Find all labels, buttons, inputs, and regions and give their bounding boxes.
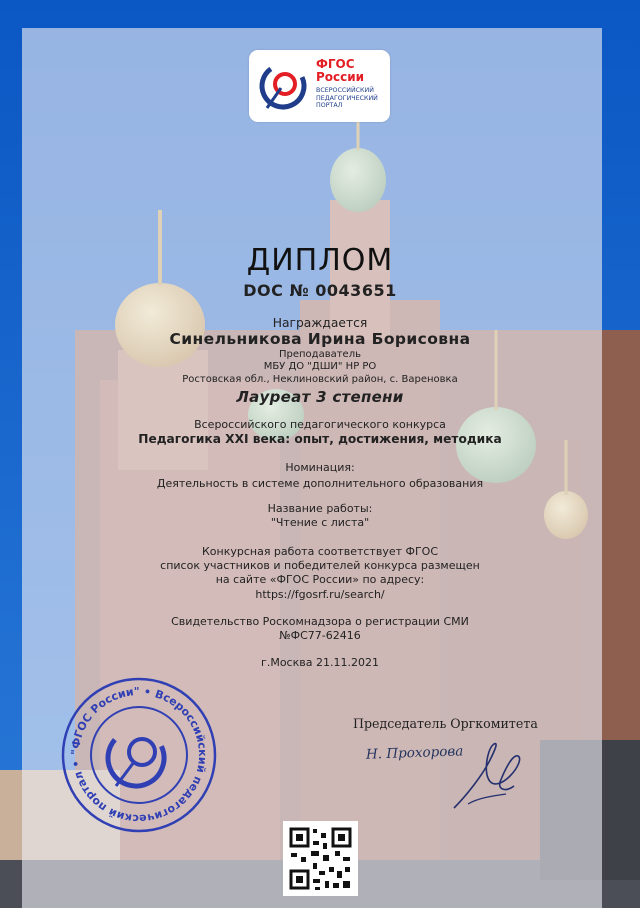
logo-subtitle-line3: ПОРТАЛ [316,102,343,109]
contest-name: Педагогика XXI века: опыт, достижения, методика [138,432,502,446]
registration-line-2: №ФС77-62416 [279,629,361,642]
logo-subtitle-line1: ВСЕРОССИЙСКИЙ [316,87,374,94]
stamp-ring-text: "ФГОС России" • Всероссийский педагогический портал • [68,684,210,826]
work-title-value: "Чтение с листа" [270,516,370,529]
work-title-label: Название работы: [267,502,373,515]
awarded-label: Награждается [272,316,368,330]
fgos-emblem-icon [257,58,313,114]
signature-title: Председатель Оргкомитета [353,716,538,731]
nomination-value: Деятельность в системе дополнительного образования [156,477,484,490]
compliance-line-3: на сайте «ФГОС России» по адресу: [215,573,425,586]
svg-text:"ФГОС России" • Всероссийский [69,685,209,825]
place-and-date: г.Москва 21.11.2021 [261,656,379,669]
recipient-location: Ростовская обл., Неклиновский район, с. Вареновка [182,374,458,385]
qr-code-icon [283,821,358,896]
fgos-russia-logo [249,50,390,122]
document-number: DOC № 0043651 [243,281,397,300]
diploma-title: ДИПЛОМ [246,243,394,278]
recipient-organization: МБУ ДО "ДШИ" НР РО [263,361,377,372]
signature-name: Н. Прохорова [365,743,464,763]
recipient-name: Синельникова Ирина Борисовна [169,330,471,348]
qr-code[interactable] [283,821,358,896]
recipient-position: Преподаватель [278,349,361,360]
logo-title-line1: ФГОС [316,57,355,71]
compliance-line-2: список участников и победителей конкурса размещен [160,559,480,572]
award-degree: Лауреат 3 степени [236,388,404,406]
nomination-label: Номинация: [285,461,355,474]
compliance-line-1: Конкурсная работа соответствует ФГОС [201,545,439,558]
search-url-link[interactable]: https://fgosrf.ru/search/ [255,588,385,601]
logo-title-line2: России [316,70,365,84]
registration-line-1: Свидетельство Роскомнадзора о регистрации СМИ [171,615,469,628]
contest-type: Всероссийского педагогического конкурса [194,418,446,431]
logo-subtitle-line2: ПЕДАГОГИЧЕСКИЙ [316,94,378,102]
handwritten-signature [448,738,528,814]
round-stamp-seal [60,676,218,834]
